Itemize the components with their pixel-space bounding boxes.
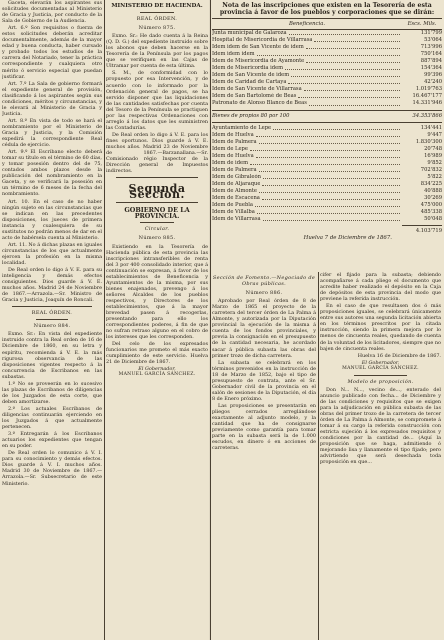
row-value: 485'338 bbox=[420, 209, 442, 216]
section-heading: Sección de Fomento.—Negociado de Obras públicas. bbox=[212, 275, 316, 288]
leader-dots bbox=[291, 72, 400, 77]
leader-dots bbox=[259, 188, 400, 193]
table-row bbox=[212, 51, 442, 58]
government-heading: GOBIERNO DE LA PROVINCIA. bbox=[124, 206, 190, 221]
column-4 bbox=[320, 272, 441, 640]
row-value: 9'852 bbox=[427, 159, 442, 166]
leader-dots bbox=[288, 79, 400, 84]
divider bbox=[12, 306, 92, 307]
divider bbox=[140, 12, 174, 13]
column-header-escudos: Escs. Mils. bbox=[407, 21, 437, 27]
table-row bbox=[212, 37, 442, 44]
row-label: Idem de Gibraleón bbox=[212, 173, 261, 180]
row-value: 16.467'177 bbox=[412, 93, 442, 100]
leader-dots bbox=[273, 125, 400, 130]
row-value: 42'240 bbox=[424, 79, 442, 86]
divider bbox=[36, 319, 68, 320]
table-row bbox=[212, 125, 442, 132]
row-label: Idem de Aljaraque bbox=[212, 180, 261, 187]
table-subtotal-row bbox=[212, 113, 442, 120]
table-row bbox=[212, 79, 442, 86]
divider bbox=[402, 225, 442, 226]
row-value: 131'799 bbox=[420, 30, 442, 36]
section-heading: REAL ÓRDEN. bbox=[31, 310, 73, 317]
paragraph: Aprobado por Real órden de 8 de Marzo de 1865 el proyecto de la carretera del tercer órden de La Palma á Almonte, y autorizada por la Diputación provincial la ejecución de la misma á cuenta de los fondos provinciales, y previa la consignación en el presupuesto de la cantidad necesaria, he acordado sacar á pública subasta las obras del primer trozo de dicha carretera. bbox=[212, 298, 316, 359]
leader-dots bbox=[263, 174, 400, 179]
row-value: 1.830'300 bbox=[415, 138, 442, 145]
row-label: Idem de idem bbox=[212, 159, 249, 166]
table-row bbox=[212, 202, 442, 209]
section-heading: REAL ÓRDEN. bbox=[136, 16, 178, 23]
paragraph: Gaceta, elevarán los aspirantes sus solicitudes documentadas al Ministerio de Gracia y Justicia, por conducto de la Sala de Gobierno de la Audiencia. bbox=[2, 0, 102, 25]
leader-dots bbox=[259, 139, 400, 144]
row-value: 887'894 bbox=[420, 58, 442, 65]
leader-dots bbox=[259, 167, 400, 172]
divider bbox=[212, 110, 442, 111]
subtotal-label: Bienes de propios 80 por 100 bbox=[212, 112, 290, 119]
row-label: Idem de Misericordia de Ayamonte bbox=[212, 58, 305, 65]
table-total-row bbox=[212, 228, 442, 235]
row-label: Junta municipal de Galaroza bbox=[212, 30, 287, 36]
row-label: Idem de Villalba bbox=[212, 209, 255, 216]
row-label: Idem de Almonte bbox=[212, 187, 257, 194]
row-label: Idem de Puebla bbox=[212, 202, 254, 209]
table-row bbox=[212, 44, 442, 51]
paragraph: La subasta se celebrará en los términos prevenidos en la instrucción de 18 de Marzo de 1852, bajo el tipo de presupuesto de contrata, ante el Sr. Gobernador civil de la provincia en el salón de sesiones de la Diputación, el día 8 de Enero próximo. bbox=[212, 359, 316, 402]
row-label: Idem de San Bartolomé de Beas bbox=[212, 93, 297, 100]
inscriptions-table bbox=[212, 2, 442, 270]
paragraph: cifer el fijado para la subasta; debiendo acompañarse á cada pliego el documento que acredite haber realizado el depósito en la Caja de depósitos de esta provincia del modo que previene la referida instrucción. bbox=[320, 272, 441, 303]
paragraph: De Real orden lo digo á V. E. para su inteligencia y demás efectos consiguientes. Dios guarde á V. E. muchos años. Madrid 24 de Noviembre de 1867.—Arrazola.—Sr. Ministro de Gracia y Justicia, Joaquín de Roncali. bbox=[2, 267, 102, 304]
paragraph: En el caso de que resultasen dos ó más proposiciones iguales, se celebrará únicamente entre sus autores una segunda licitación abierta en los términos prescritos por la citada instrucción, siendo la primera mejora por lo menos de cincuenta reales, quedando de cuenta de la voluntad de los licitadores, siempre que no bajen de cincuenta reales. bbox=[320, 303, 441, 352]
paragraph: Art. 7.º La Sala de gobierno formará el expediente general de provisión, clasificando á los aspirantes según sus condiciones, méritos y circunstancias, y le elevará al Ministerio de Gracia y Justicia. bbox=[2, 80, 102, 117]
table-row bbox=[212, 86, 442, 93]
row-label: Ayuntamiento de Lepe bbox=[212, 124, 272, 131]
leader-dots bbox=[250, 160, 400, 165]
article-number: Número 886. bbox=[245, 290, 283, 297]
row-label: Idem de Villarrasa bbox=[212, 216, 261, 223]
date-line: Huelva 16 de Diciembre de 1867. bbox=[357, 352, 441, 359]
article-number: Número 885. bbox=[138, 235, 176, 242]
leader-dots bbox=[257, 209, 400, 214]
table-row bbox=[212, 153, 442, 160]
row-value: 475'000 bbox=[420, 202, 442, 209]
paragraph: Art. 10. En el caso de no haber ningún sujeto en las circunstancias que se indican en las precedentes disposiciones, los jueces de primera instancia y cualesquiera de su sustitutos no podrán menos de dar en el acto de habérsela cuenta al Ministerio. bbox=[2, 198, 102, 241]
row-label: Hospital de Misericordia de Villarrasa bbox=[212, 37, 313, 44]
signature-name: MANUEL GARCÍA SÁNCHEZ. bbox=[118, 372, 196, 378]
column-1 bbox=[2, 0, 102, 640]
table-row bbox=[212, 160, 442, 167]
row-value: 5'822 bbox=[427, 173, 442, 180]
leader-dots bbox=[306, 44, 400, 49]
paragraph: De Real orden lo digo á V. E. para los fines oportunos. Dios guarde á V. E. muchos años. Madrid 23 de Noviembre de 1867.—Barzanallana.—Sr. Comisionado régio Inspector de la Dirección general de Impuestos indirectos. bbox=[106, 131, 208, 175]
row-value: 40'888 bbox=[424, 187, 442, 194]
leader-dots bbox=[256, 132, 400, 137]
row-value: 1.019'763 bbox=[415, 86, 442, 93]
leader-dots bbox=[250, 146, 400, 151]
row-value: 50'048 bbox=[424, 216, 442, 223]
ministry-heading: MINISTERIO DE HACIENDA. bbox=[111, 3, 203, 9]
table-title-line: provincia á favor de los pueblos y corporaciones que se dirán: bbox=[219, 9, 435, 16]
table-row bbox=[212, 174, 442, 181]
leader-dots bbox=[289, 30, 400, 35]
column-3 bbox=[212, 272, 316, 640]
paragraph: Exmo. Sr.: En vista del expediente instruido contra la Real orden de 16 de Diciembre de 1860, en su letra y espíritu, recomienda á V. E. la más rigurosa observancia de las disposiciones vigentes respecto á la concurrencia de Escribanos en las subastas. bbox=[2, 331, 102, 380]
row-label: Idem de Caridad de Cartaya bbox=[212, 79, 287, 86]
table-row bbox=[212, 146, 442, 153]
paragraph: Exmo. Sr.: He dado cuenta á la Reina (Q. D. G.) del expediente instruido sobre los abonos que deben hacerse en la Tesorería de la Península por los pagos que se verifiquen en las Cajas de Ultramar por cuenta de esta última. bbox=[106, 33, 208, 70]
paragraph: Art. 6.º Son requisitos o fuerza de estos solicitudes deberán acreditar documentalmente, además de la mayor edad y buena conducta, haber cursado y probado todos los estudios de la carrera del Notariado, tener la práctica correspondiente y cualquiera otro mérito ó servicio especial que puedan justificar. bbox=[2, 25, 102, 80]
column-header-beneficencia: Beneficencia. bbox=[288, 21, 326, 27]
total-spacer bbox=[212, 228, 402, 235]
leader-dots bbox=[255, 202, 400, 207]
total-value: 4.103'719 bbox=[415, 228, 442, 235]
signature-title: El Gobernador, bbox=[361, 359, 400, 366]
table-date: Huelva 7 de Diciembre de 1867. bbox=[303, 235, 392, 242]
leader-dots bbox=[257, 51, 400, 56]
paragraph: 1.º No se proveerán en lo sucesivo las plazas de Escribanos de diligencias de los Juzgados de esta corte, que deben amortizarse. bbox=[2, 380, 102, 405]
table-row bbox=[212, 167, 442, 174]
row-value: 99'396 bbox=[424, 72, 442, 79]
paragraph: Art. 9.º El Escribano electo deberá tomar su título en el término de 60 días, y tomar posesión dentro del de 75, contados ambos plazos desde la publicación del nombramiento en la Gaceta, y se verificará la posesión en un término de 6 meses de la fecha del nombramiento. bbox=[2, 149, 102, 198]
leader-dots bbox=[309, 100, 400, 105]
leader-dots bbox=[262, 195, 400, 200]
table-row bbox=[212, 30, 442, 37]
row-value: 134'441 bbox=[420, 124, 442, 131]
row-label: Idem de Palmera bbox=[212, 138, 257, 145]
row-value: 30'269 bbox=[424, 195, 442, 202]
signature-title: El Gobernador, bbox=[138, 366, 176, 373]
paragraph: Art. 11. No á dichas plazas en iguales circunstancias de los que actualmente ejercen la profesión en la misma localidad. bbox=[2, 241, 102, 266]
row-value: 16'989 bbox=[424, 152, 442, 159]
divider bbox=[212, 122, 442, 123]
paragraph: Del celo de los expresados funcionarios me prometo el más exacto cumplimiento de este servicio. Huelva 21 de Diciembre de 1867. bbox=[106, 341, 208, 366]
model-heading: Modelo de proposición. bbox=[347, 378, 414, 385]
row-label: Idem idem idem bbox=[212, 51, 255, 58]
row-value: 14.331'946 bbox=[412, 100, 442, 107]
row-value: 53'064 bbox=[424, 37, 442, 44]
table-rows-beneficencia bbox=[212, 30, 442, 108]
leader-dots bbox=[314, 37, 400, 42]
row-label: Idem de Misericordia idem bbox=[212, 65, 284, 72]
row-value: 154'364 bbox=[420, 65, 442, 72]
row-value: 702'832 bbox=[420, 166, 442, 173]
table-row bbox=[212, 188, 442, 195]
row-value: 713'996 bbox=[420, 44, 442, 51]
paragraph: De Real orden lo comunico á V. I. para su conocimiento y demás efectos. Dios guarde á V. I. muchos años. Madrid 30 de Noviembre de 1867.—Arrazola.—Sr. Subsecretario de este Ministerio. bbox=[2, 450, 102, 487]
paragraph: S. M., de conformidad con lo propuesto por esa Intervención, y de acuerdo con lo informado por la Ordenación general de pagos, se ha servido disponer que las liquidaciones de las cantidades satisfechas por cuenta del Tesoro de la Península se practiquen por las respectivas Ordenaciones con arreglo á los datos que les suministren las Contadurías. bbox=[106, 70, 208, 131]
leader-dots bbox=[304, 86, 400, 91]
table-rows-propios bbox=[212, 125, 442, 224]
column-rule bbox=[318, 272, 319, 640]
paragraph: Art. 8.º En vista de todo se hará el nombramiento por el Ministerio de Gracia y Justicia, y la Comisión expedirá la correspondiente Real cédula de ejercicio. bbox=[2, 117, 102, 149]
paragraph: 2.º Los actuales Escribanos de diligencias continuarán ejerciendo en los Juzgados á que actualmente pertenecen. bbox=[2, 405, 102, 431]
row-value: 20'748 bbox=[424, 145, 442, 152]
divider bbox=[140, 222, 174, 223]
table-title bbox=[212, 2, 442, 19]
table-header bbox=[212, 19, 442, 30]
section-title: Segunda Seccion. bbox=[128, 182, 186, 202]
row-label: Idem de Huelva bbox=[212, 152, 254, 159]
column-2 bbox=[106, 0, 208, 640]
row-label: Idem de San Vicente de idem bbox=[212, 72, 290, 79]
row-label: Idem de Huelva bbox=[212, 131, 254, 138]
column-rule bbox=[104, 0, 105, 640]
table-row bbox=[212, 72, 442, 79]
divider bbox=[116, 177, 198, 178]
table-row bbox=[212, 195, 442, 202]
table-row bbox=[212, 58, 442, 65]
paragraph: Existiendo en la Tesorería de Hacienda pública de esta provincia las inscripciones intransferibles de renta del 3 por 400 consolidado interior, que á continuación se expresan, á favor de los establecimientos de Beneficencia y Ayuntamientos de la misma, por sus bienes enajenados, prevengo á los señores Alcaldes de los pueblos respectivos, y Directores de los establecimientos, que á la mayor brevedad pasen á recogerlas, presentando para ello los correspondientes poderes, á fin de que no sufran retraso alguno en el cobro de los intereses que les corresponden. bbox=[106, 243, 208, 341]
table-row bbox=[212, 100, 442, 107]
leader-dots bbox=[306, 58, 400, 63]
leader-dots bbox=[298, 93, 400, 98]
row-value: 834'225 bbox=[420, 180, 442, 187]
row-label: Idem de Lepe bbox=[212, 145, 248, 152]
table-row bbox=[212, 132, 442, 139]
row-value: 750'164 bbox=[420, 51, 442, 58]
subtotal-value: 34.353'866 bbox=[412, 112, 442, 119]
table-row bbox=[212, 181, 442, 188]
paragraph: Las proposiciones se presentarán en pliegos cerrados arreglándose exactamente al adjunto modelo, y la cantidad que ha de consignarse previamente como garantía para tomar parte en la subasta será la de 1.000 escudos, en dinero ó en acciones de carreteras. bbox=[212, 402, 316, 452]
row-label: Idem de Escacena bbox=[212, 195, 260, 202]
row-label: Patronato de Alonso Blanco de Beas bbox=[212, 100, 307, 107]
paragraph: Don N... N..., vecino de..., enterado del anuncio publicado con fecha... de Diciembre y de las condiciones y requisitos que se exigen para la adjudicación en pública subasta de las obras del primer trozo de la carretera de tercer órden de La Palma á Almonte, se compromete á tomar á su cargo la referida construcción con estricta sujeción á los expresados requisitos y condiciones por la cantidad de... (Aquí la proposición que se haga, admitiendo ó mejorando lisa y llanamente el tipo fijado; pero advirtiendo que será desechada toda proposición en que... bbox=[320, 386, 441, 466]
divider bbox=[354, 375, 407, 376]
table-title-line: Nota de las inscripciones que existen en la Tesorería de esta bbox=[222, 2, 432, 9]
row-label: Idem idem de San Vicente de idem bbox=[212, 44, 304, 51]
leader-dots bbox=[263, 216, 400, 221]
table-row bbox=[212, 216, 442, 223]
table-row bbox=[212, 139, 442, 146]
article-number: Número 884. bbox=[33, 323, 71, 330]
leader-dots bbox=[262, 181, 400, 186]
leader-dots bbox=[256, 153, 400, 158]
leader-dots bbox=[285, 65, 400, 70]
column-rule bbox=[210, 0, 211, 640]
signature-name: MANUEL GARCÍA SÁNCHEZ. bbox=[342, 365, 419, 371]
divider bbox=[116, 202, 198, 203]
paragraph: 3.º Entregarán á los Escribanos actuarios los expedientes que tengan en su poder. bbox=[2, 431, 102, 450]
row-value: 9'447 bbox=[427, 131, 442, 138]
table-row bbox=[212, 65, 442, 72]
circular-heading: Circular. bbox=[144, 226, 170, 233]
row-label: Idem de San Vicente de Villarrasa bbox=[212, 86, 302, 93]
table-row bbox=[212, 209, 442, 216]
article-number: Número 875. bbox=[138, 25, 176, 32]
table-row bbox=[212, 93, 442, 100]
row-label: Idem de Palmera bbox=[212, 166, 257, 173]
